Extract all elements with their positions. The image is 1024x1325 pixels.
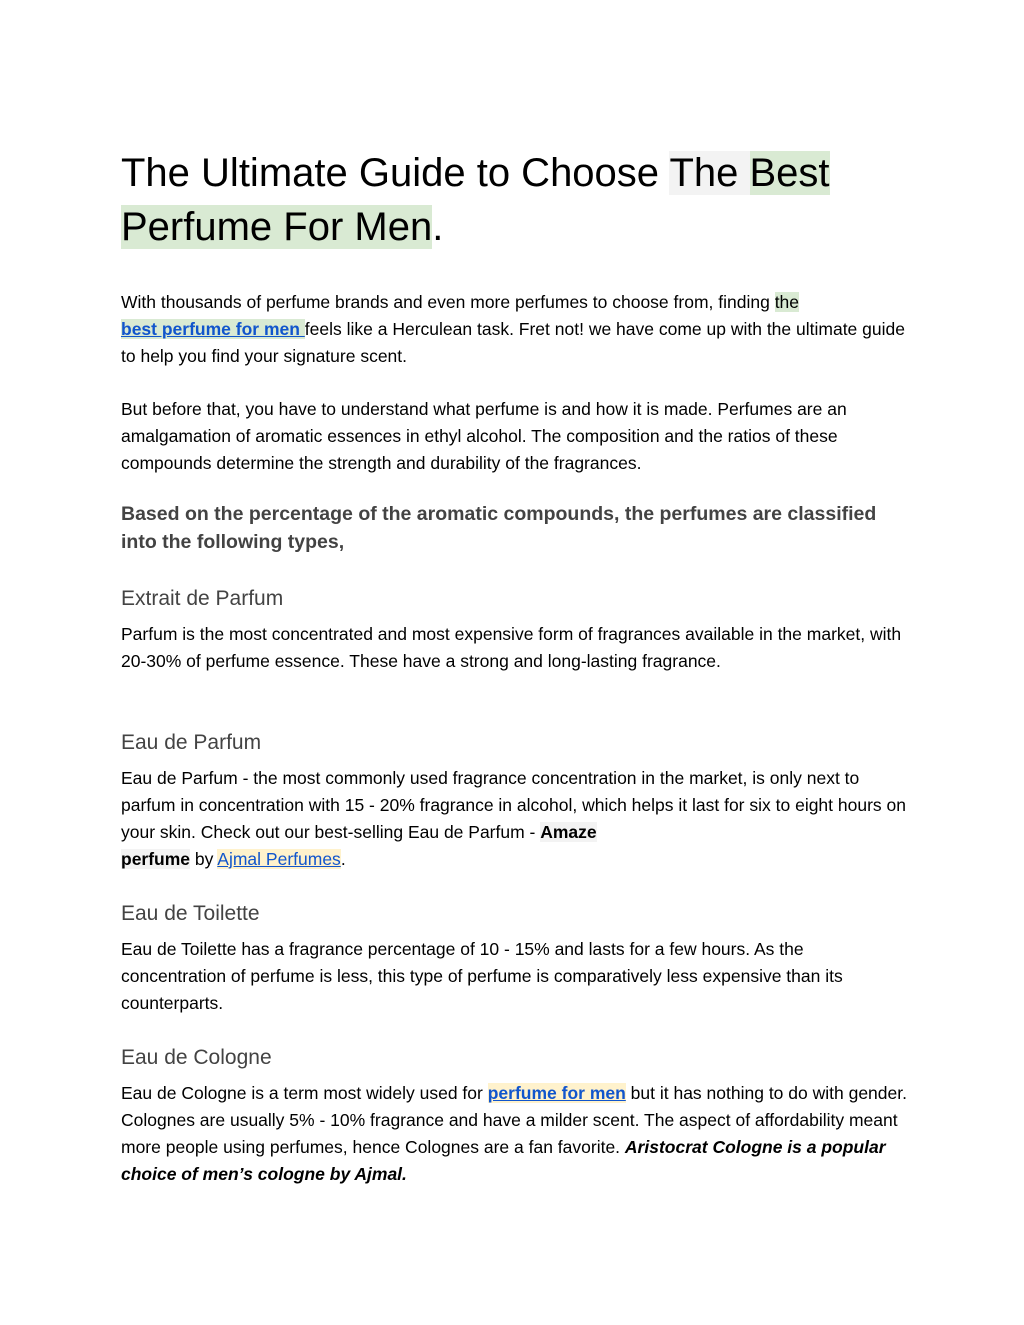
title-highlight-the: The	[669, 151, 739, 195]
amaze-bold: Amaze	[540, 822, 597, 842]
perfume-for-men-link[interactable]: perfume for men	[487, 1083, 626, 1103]
eau-de-parfum-paragraph	[121, 765, 911, 873]
heading-eau-de-toilette: Eau de Toilette	[121, 902, 260, 925]
edp-period: .	[340, 849, 346, 869]
title-highlight-perfume-for-men: Perfume For Men	[121, 205, 433, 249]
title-text: The Ultimate Guide to Choose	[121, 151, 670, 195]
edp-by: by	[190, 849, 218, 869]
intro-highlight-the: the	[774, 292, 800, 312]
title-period: .	[432, 205, 444, 249]
title-space	[738, 151, 749, 195]
heading-eau-de-parfum: Eau de Parfum	[121, 731, 262, 754]
aristocrat-cologne-note: Aristocrat Cologne is a popular choice of men’s cologne by Ajmal.	[121, 1137, 886, 1184]
extrait-paragraph: Parfum is the most concentrated and most expensive form of fragrances available in the market, with 20-30% of perfume essence. These have a strong and long-lasting fragrance.	[121, 624, 902, 671]
edc-text-2: but it has nothing to do with gender. Colognes are usually 5% - 10% fragrance and have a milder scent. The aspect of affordability meant more people using perfumes, hence Colognes are a fan favorite.	[121, 1083, 907, 1157]
classification-lead: Based on the percentage of the aromatic compounds, the perfumes are classified into the following types,	[121, 503, 877, 553]
best-perfume-for-men-link[interactable]: best perfume for men	[121, 319, 305, 339]
intro-paragraph	[121, 289, 911, 370]
title-highlight-best: Best	[749, 151, 830, 195]
intro-text-1: With thousands of perfume brands and even more perfumes to choose from, finding	[121, 292, 775, 312]
heading-eau-de-cologne: Eau de Cologne	[121, 1046, 272, 1069]
edc-text-1: Eau de Cologne is a term most widely used for	[121, 1083, 488, 1103]
edp-text: Eau de Parfum - the most commonly used fragrance concentration in the market, is only next to parfum in concentration with 15 - 20% fragrance in alcohol, which helps it last for six to eight hours on your skin. Check out our best-selling Eau de Parfum -	[121, 768, 906, 842]
ajmal-perfumes-link[interactable]: Ajmal Perfumes	[217, 849, 341, 869]
page-title	[121, 146, 911, 254]
eau-de-toilette-paragraph: Eau de Toilette has a fragrance percentage of 10 - 15% and lasts for a few hours. As the concentration of perfume is less, this type of perfume is comparatively less expensive than its counterparts.	[121, 939, 843, 1013]
perfume-definition-paragraph: But before that, you have to understand what perfume is and how it is made. Perfumes are an amalgamation of aromatic essences in ethyl alcohol. The composition and the ratios of these compounds determine the strength and durability of the fragrances.	[121, 399, 847, 473]
eau-de-cologne-paragraph	[121, 1080, 911, 1188]
intro-text-2: feels like a Herculean task. Fret not! we have come up with the ultimate guide to help you find your signature scent.	[121, 319, 905, 366]
perfume-bold: perfume	[121, 849, 191, 869]
heading-extrait-de-parfum: Extrait de Parfum	[121, 587, 284, 610]
